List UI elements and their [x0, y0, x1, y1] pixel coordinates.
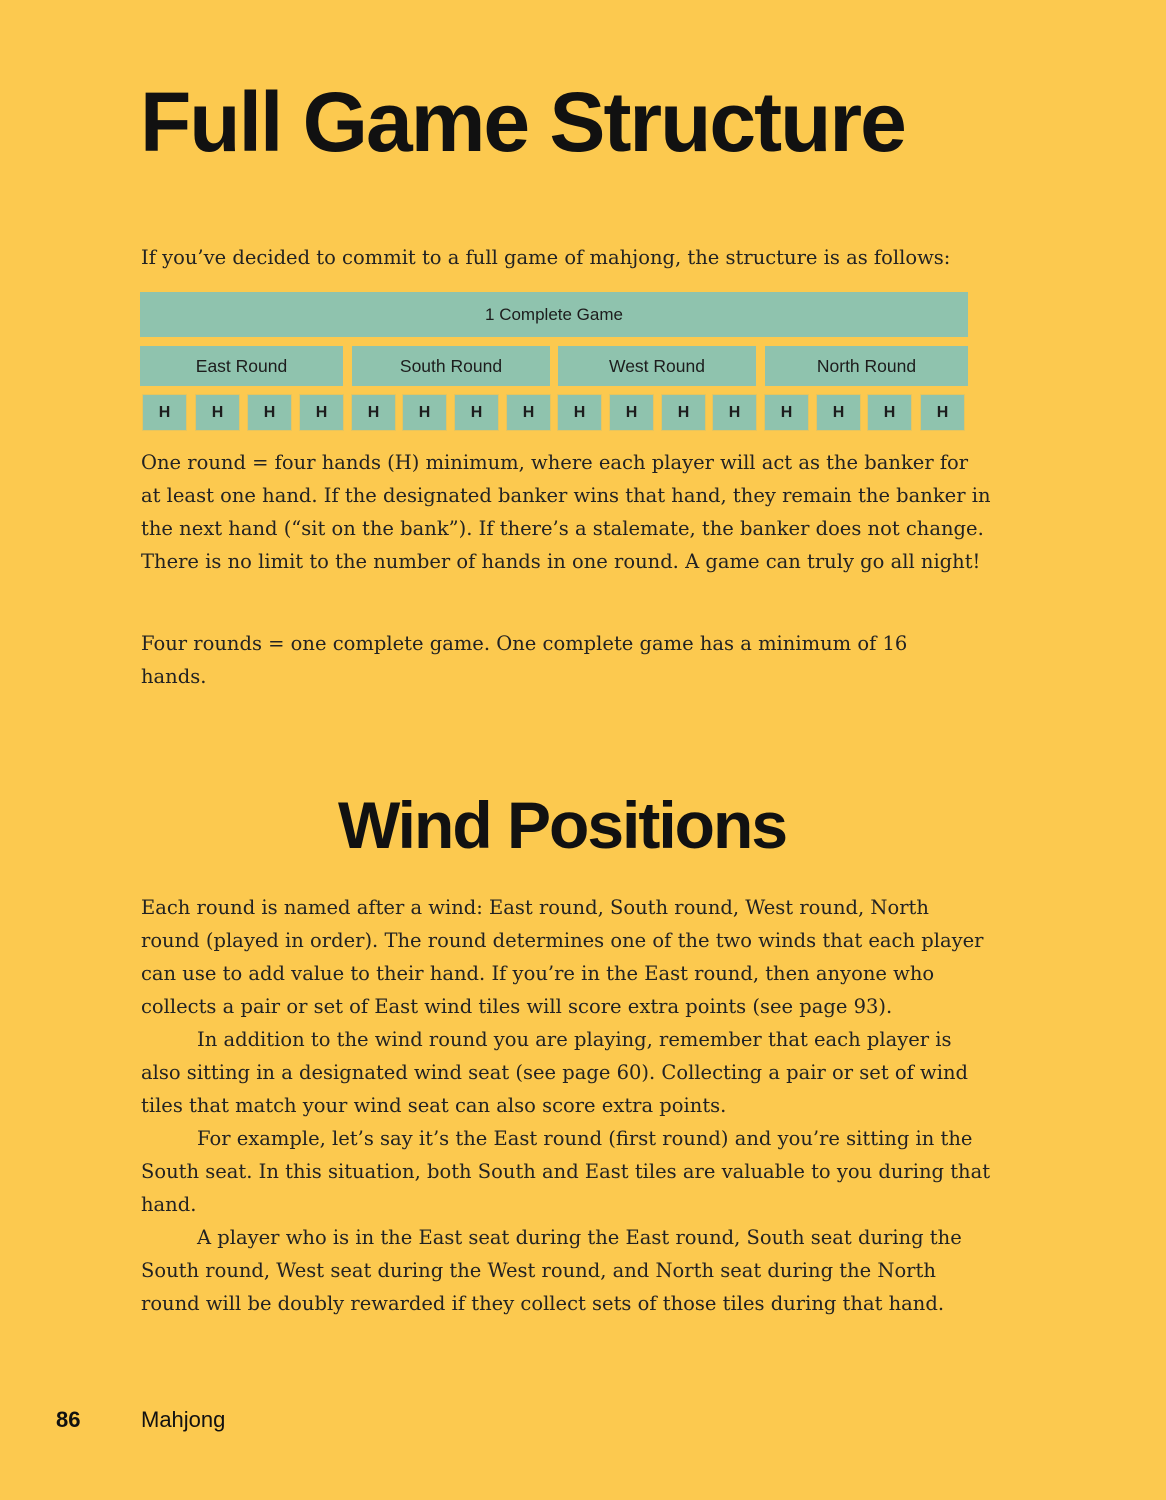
round-explanation-paragraph: One round = four hands (H) minimum, where each player will act as the banker for at least one hand. If the designated banker wins that hand, they remain the banker in the next hand (“sit on the bank”). If there’s a stalemate, the banker does not change. There is no limit to the number of hands in one round. A game can truly go all night! — [141, 451, 991, 573]
hand-box: H — [920, 394, 965, 431]
wind-paragraph: A player who is in the East seat during the East round, South seat during the South round, West seat during the West round, and North seat during the North round will be doubly rewarded if they collect sets of those tiles during that hand. — [141, 1226, 962, 1315]
hand-box: H — [867, 394, 912, 431]
running-footer-title: Mahjong — [141, 1407, 226, 1432]
intro-paragraph: If you’ve decided to commit to a full game of mahjong, the structure is as follows: — [141, 246, 951, 269]
complete-game-box: 1 Complete Game — [140, 292, 968, 337]
wind-paragraph: In addition to the wind round you are playing, remember that each player is also sitting in a designated wind seat (see page 60). Collecting a pair or set of wind tiles that match your wind seat can also score extra points. — [141, 1028, 968, 1117]
hand-box: H — [299, 394, 344, 431]
hand-box: H — [712, 394, 757, 431]
hand-box: H — [506, 394, 551, 431]
hand-box: H — [247, 394, 292, 431]
north-round-box: North Round — [765, 346, 968, 386]
hand-box: H — [454, 394, 499, 431]
section-title-full-game-structure: Full Game Structure — [140, 75, 905, 169]
hand-box: H — [195, 394, 240, 431]
hand-box: H — [661, 394, 706, 431]
page-number: 86 — [56, 1407, 81, 1432]
hand-box: H — [764, 394, 809, 431]
section-title-wind-positions: Wind Positions — [337, 788, 787, 862]
west-round-box: West Round — [558, 346, 756, 386]
hand-box: H — [402, 394, 447, 431]
hand-box: H — [142, 394, 187, 431]
hand-box: H — [816, 394, 861, 431]
wind-paragraph: For example, let’s say it’s the East round (first round) and you’re sitting in the South seat. In this situation, both South and East tiles are valuable to you during that hand. — [141, 1127, 991, 1216]
wind-positions-text — [141, 891, 991, 1320]
south-round-box: South Round — [352, 346, 550, 386]
game-explanation-paragraph: Four rounds = one complete game. One complete game has a minimum of 16 hands. — [141, 632, 908, 688]
hand-box: H — [609, 394, 654, 431]
wind-paragraph: Each round is named after a wind: East round, South round, West round, North round (played in order). The round determines one of the two winds that each player can use to add value to their hand. If you’re in the East round, then anyone who collects a pair or set of East wind tiles will score extra points (see page 93). — [141, 896, 984, 1018]
east-round-box: East Round — [140, 346, 343, 386]
hand-box: H — [557, 394, 602, 431]
hand-box: H — [351, 394, 396, 431]
